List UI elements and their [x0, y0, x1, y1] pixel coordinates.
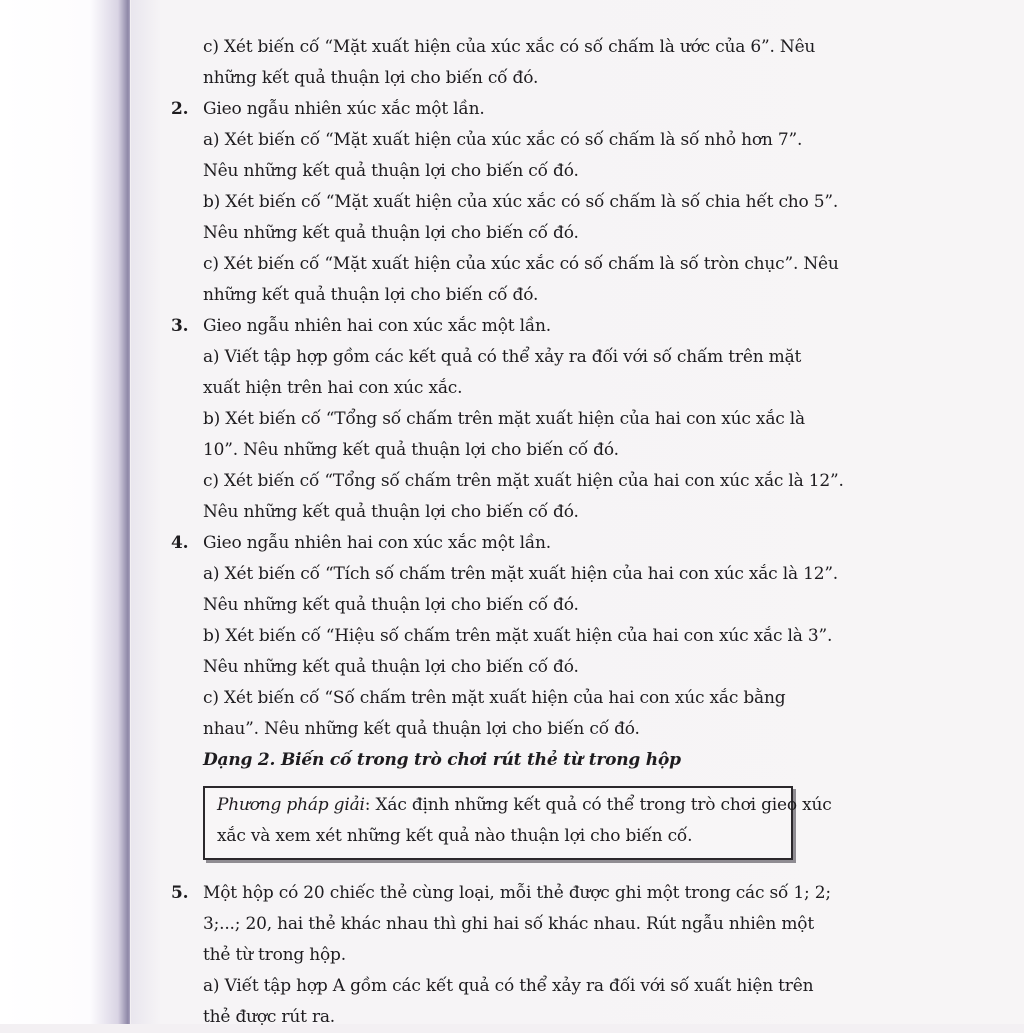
exercise-4 [171, 528, 971, 745]
exercise-3 [171, 311, 971, 528]
spacer [171, 860, 971, 878]
text-line: c) Xét biến cố “Số chấm trên mặt xuất hiện của hai con xúc xắc bằng [203, 688, 786, 708]
text-line: b) Xét biến cố “Hiệu số chấm trên mặt xuất hiện của hai con xúc xắc là 3”. [203, 626, 833, 646]
text-line: a) Xét biến cố “Tích số chấm trên mặt xuất hiện của hai con xúc xắc là 12”. [203, 564, 839, 584]
method-label: Phương pháp giải [217, 795, 365, 815]
method-line-1 [217, 790, 832, 821]
text-line: xuất hiện trên hai con xúc xắc. [203, 378, 463, 398]
text-line: những kết quả thuận lợi cho biến cố đó. [203, 68, 539, 88]
text-line: những kết quả thuận lợi cho biến cố đó. [203, 285, 539, 305]
text-line: Gieo ngẫu nhiên hai con xúc xắc một lần. [203, 316, 552, 336]
method-box [203, 786, 832, 860]
method-text: : Xác định những kết quả có thể trong trò chơi gieo xúc [364, 795, 832, 815]
exercise-number: 3. [171, 316, 189, 336]
text-line: a) Xét biến cố “Mặt xuất hiện của xúc xắc có số chấm là số nhỏ hơn 7”. [203, 130, 803, 150]
exercise-number: 5. [171, 883, 189, 903]
text-line: Một hộp có 20 chiếc thẻ cùng loại, mỗi thẻ được ghi một trong các số 1; 2; [203, 883, 831, 903]
text-line: Gieo ngẫu nhiên hai con xúc xắc một lần. [203, 533, 552, 553]
text-line: 3;...; 20, hai thẻ khác nhau thì ghi hai số khác nhau. Rút ngẫu nhiên một [203, 914, 814, 934]
text-line: thẻ từ trong hộp. [203, 945, 346, 965]
text-line: b) Xét biến cố “Mặt xuất hiện của xúc xắc có số chấm là số chia hết cho 5”. [203, 192, 839, 212]
text-line: nhau”. Nêu những kết quả thuận lợi cho biến cố đó. [203, 719, 640, 739]
book-page [131, 0, 1024, 1027]
text-line: a) Viết tập hợp A gồm các kết quả có thể xảy ra đối với số xuất hiện trên [203, 976, 814, 996]
method-line-2: xắc và xem xét những kết quả nào thuận lợi cho biến cố. [217, 826, 693, 846]
text-line: Nêu những kết quả thuận lợi cho biến cố đó. [203, 161, 579, 181]
text-line: 10”. Nêu những kết quả thuận lợi cho biến cố đó. [203, 440, 619, 460]
text-line: c) Xét biến cố “Mặt xuất hiện của xúc xắc có số chấm là số tròn chục”. Nêu [203, 254, 839, 274]
text-line: Nêu những kết quả thuận lợi cho biến cố đó. [203, 223, 579, 243]
text-line: Nêu những kết quả thuận lợi cho biến cố đó. [203, 595, 579, 615]
text-line: thẻ được rút ra. [203, 1007, 336, 1027]
exercise-number: 4. [171, 533, 189, 553]
exercise-number: 2. [171, 99, 189, 119]
section-heading: Dạng 2. Biến cố trong trò chơi rút thẻ từ trong hộp [203, 750, 681, 770]
text-line: Nêu những kết quả thuận lợi cho biến cố đó. [203, 502, 579, 522]
text-line: Gieo ngẫu nhiên xúc xắc một lần. [203, 99, 485, 119]
text-line: Nêu những kết quả thuận lợi cho biến cố đó. [203, 657, 579, 677]
exercise-5 [171, 878, 971, 1033]
text-line: a) Viết tập hợp gồm các kết quả có thể xảy ra đối với số chấm trên mặt [203, 347, 802, 367]
exercise-2 [171, 94, 971, 311]
exercise-1-continued [171, 32, 971, 94]
text-line: c) Xét biến cố “Mặt xuất hiện của xúc xắc có số chấm là ước của 6”. Nêu [203, 37, 816, 57]
text-line: b) Xét biến cố “Tổng số chấm trên mặt xuất hiện của hai con xúc xắc là [203, 409, 805, 429]
page-content [171, 32, 971, 1033]
text-line: c) Xét biến cố “Tổng số chấm trên mặt xuất hiện của hai con xúc xắc là 12”. [203, 471, 844, 491]
book-spine [0, 0, 130, 1024]
